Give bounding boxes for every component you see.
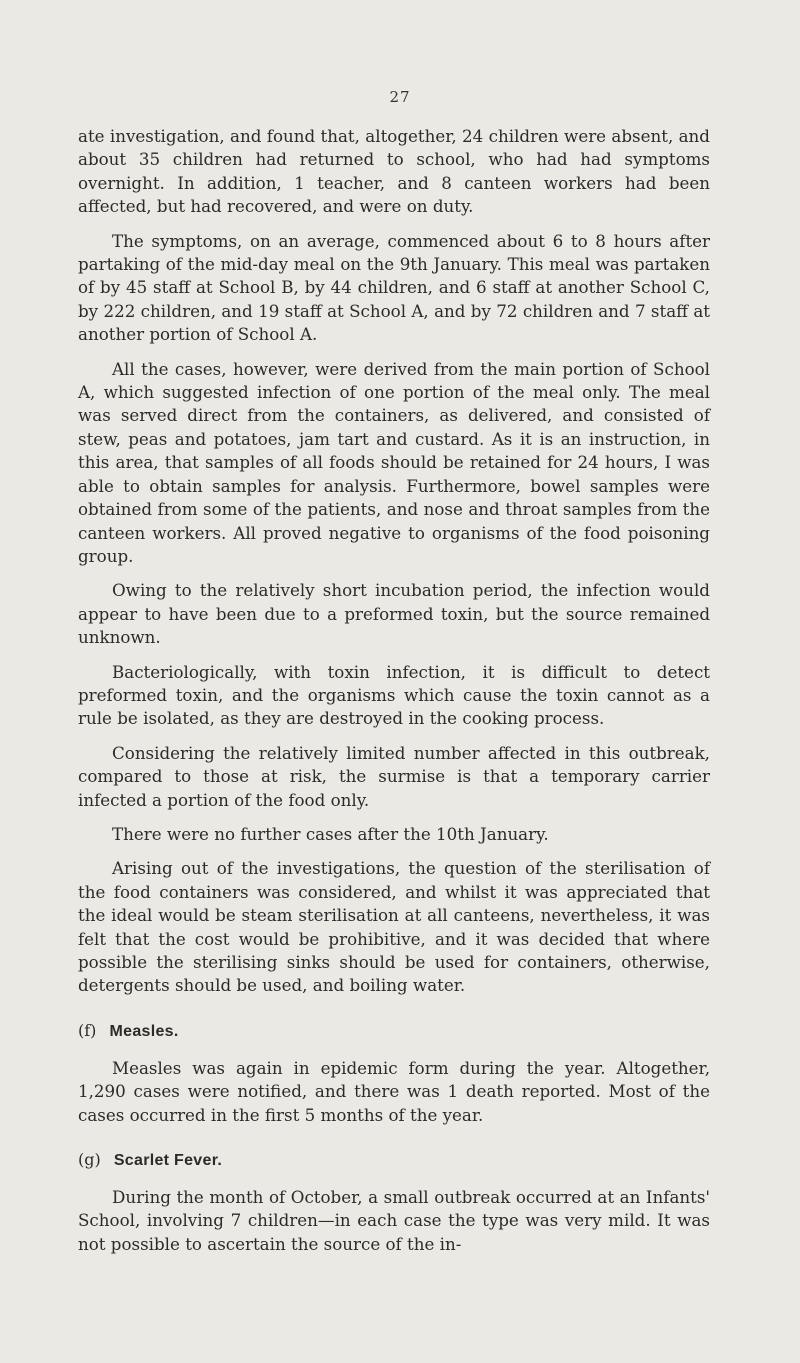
paragraph-symptoms: The symptoms, on an average, commenced about 6 to 8 hours after partaking of the mid-day meal on the 9th January. This meal was partaken of by 45 staff at School B, by 44 children, and 6 staff at another School C, by 222 children, and 19 staff at School A, and by 72 children and 7 staff at another portion of School A. bbox=[78, 230, 710, 345]
paragraph-continuation: ate investigation, and found that, altogether, 24 children were absent, and about 35 children had returned to school, who had had symptoms overnight. In addition, 1 teacher, and 8 canteen workers had been affected, but had recovered, and were on duty. bbox=[78, 126, 710, 217]
paragraph-sterilisation: Arising out of the investigations, the question of the sterilisation of the food containers was considered, and whilst it was appreciated that the ideal would be steam sterilisation at all canteens, nevertheless, it was felt that the cost would be prohibitive, and it was decided that where possible the sterilising sinks should be used for containers, otherwise, detergents should be used, and boiling water. bbox=[78, 858, 710, 996]
body-text bbox=[78, 125, 710, 1267]
paragraph-scarlet-fever: During the month of October, a small outbreak occurred at an Infants' School, involving 7 children—in each case the type was very mild. It was not possible to ascertain the source of the in- bbox=[78, 1187, 710, 1254]
section-heading-measles bbox=[78, 1020, 710, 1043]
paragraph-bacteriology: Bacteriologically, with toxin infection, it is difficult to detect preformed toxin, and the organisms which cause the toxin cannot as a rule be isolated, as they are destroyed in the cooking process. bbox=[78, 661, 710, 729]
paragraph-carrier: Considering the relatively limited number affected in this outbreak, compared to those at risk, the surmise is that a temporary carrier infected a portion of the food only. bbox=[78, 742, 710, 810]
section-title-scarlet-fever: Scarlet Fever. bbox=[113, 1152, 223, 1170]
page-number: 27 bbox=[389, 88, 411, 106]
section-label-g: (g) bbox=[78, 1150, 101, 1170]
section-label-f: (f) bbox=[78, 1020, 97, 1040]
paragraph-cases-school-a: All the cases, however, were derived from the main portion of School A, which suggested infection of one portion of the meal only. The meal was served direct from the containers, as delivered, and consisted of stew, peas and potatoes, jam tart and custard. As it is an instruction, in this area, that samples of all foods should be retained for 24 hours, I was able to obtain samples for analysis. Furthermore, bowel samples were obtained from some of the patients, and nose and throat samples from the canteen workers. All proved negative to organisms of the food poisoning group. bbox=[78, 358, 710, 566]
paragraph-incubation: Owing to the relatively short incubation period, the infection would appear to have been due to a preformed toxin, but the source remained unknown. bbox=[78, 580, 710, 648]
paragraph-measles: Measles was again in epidemic form during the year. Altogether, 1,290 cases were notified, and there was 1 death reported. Most of the cases occurred in the first 5 months of the year. bbox=[78, 1057, 710, 1125]
paragraph-no-further-cases: There were no further cases after the 10th January. bbox=[112, 823, 549, 844]
section-title-measles: Measles. bbox=[109, 1022, 179, 1040]
section-heading-scarlet-fever bbox=[78, 1149, 710, 1172]
